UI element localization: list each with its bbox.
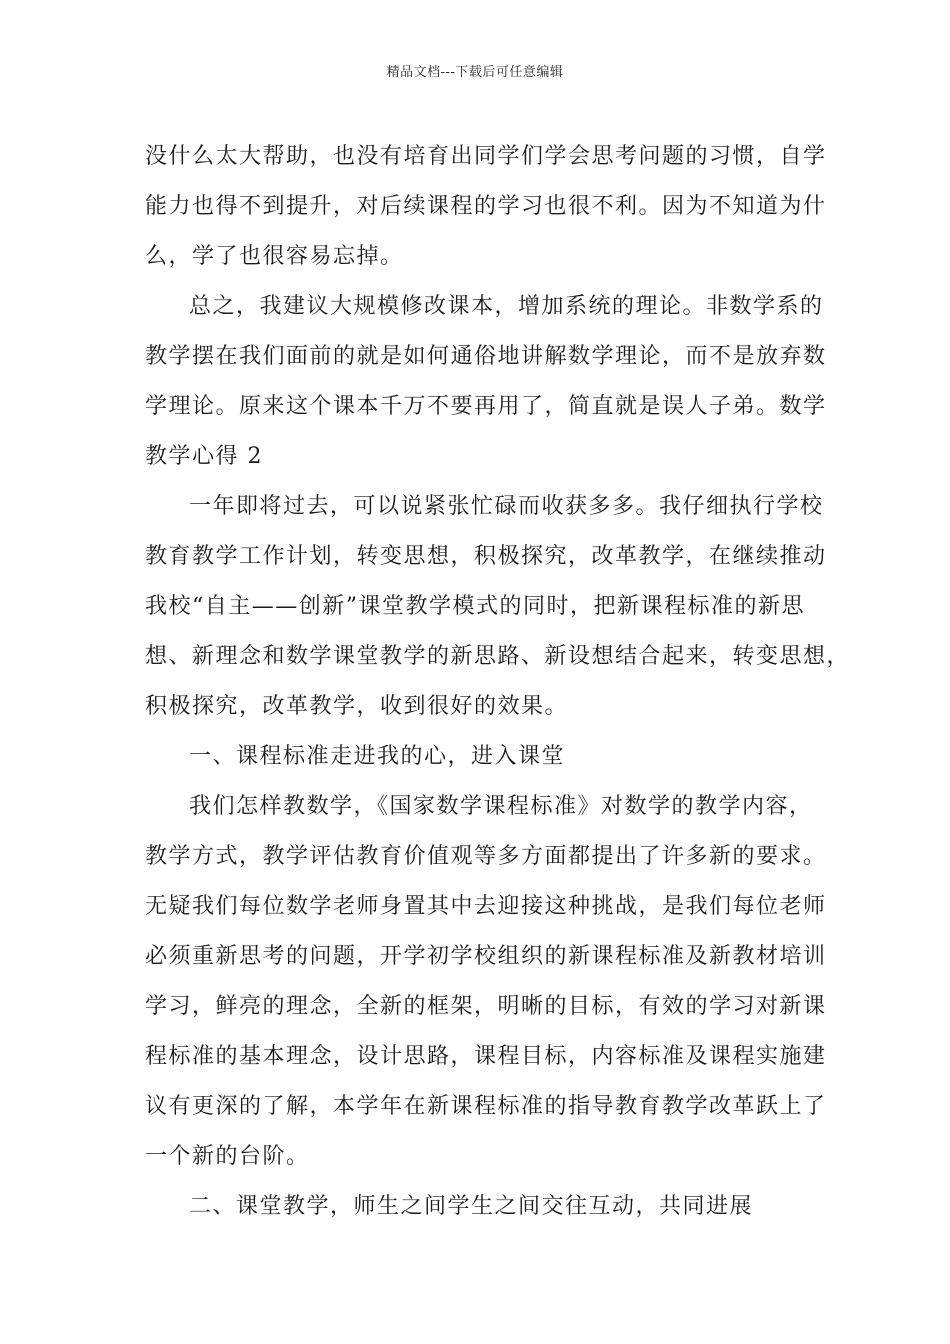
text-line: 想、新理念和数学课堂教学的新思路、新设想结合起来，转变思想， (145, 644, 851, 669)
page-header: 精品文档---下载后可任意编辑 (386, 65, 564, 80)
document-body (145, 132, 851, 1232)
text-line: 教学方式，教学评估教育价值观等多方面都提出了许多新的要求。 (145, 844, 827, 869)
text-line: 么，学了也很容易忘掉。 (145, 244, 404, 269)
text-line: 必须重新思考的问题，开学初学校组织的新课程标准及新教材培训 (145, 944, 827, 969)
subheading-line: 一、课程标准走进我的心，进入课堂 (189, 744, 566, 769)
text-line: 学理论。原来这个课本千万不要再用了，简直就是误人子弟。数学 (145, 394, 827, 419)
text-line: 积极探究，改革教学，收到很好的效果。 (145, 694, 569, 719)
text-line: 教学摆在我们面前的就是如何通俗地讲解数学理论，而不是放弃数 (145, 344, 827, 369)
text-line: 程标准的基本理念，设计思路，课程目标，内容标准及课程实施建 (145, 1044, 827, 1069)
text-line: 我校“自主——创新”课堂教学模式的同时，把新课程标准的新思 (145, 594, 805, 619)
text-line: 议有更深的了解，本学年在新课程标准的指导教育教学改革跃上了 (145, 1094, 827, 1119)
text-line: 一个新的台阶。 (145, 1144, 310, 1169)
subheading-line: 二、课堂教学，师生之间学生之间交往互动，共同进展 (189, 1194, 754, 1219)
text-line: 学习，鲜亮的理念，全新的框架，明晰的目标，有效的学习对新课 (145, 994, 827, 1019)
text-line: 能力也得不到提升，对后续课程的学习也很不利。因为不知道为什 (145, 194, 827, 219)
paragraph-first-line: 我们怎样教数学，《国家数学课程标准》对数学的教学内容， (189, 794, 813, 819)
paragraph-first-line: 一年即将过去，可以说紧张忙碌而收获多多。我仔细执行学校 (189, 494, 824, 519)
text-line: 教育教学工作计划，转变思想，积极探究，改革教学，在继续推动 (145, 544, 827, 569)
text-line: 无疑我们每位数学老师身置其中去迎接这种挑战，是我们每位老师 (145, 894, 827, 919)
section-title-line: 教学心得 2 (145, 444, 263, 469)
paragraph-first-line: 总之，我建议大规模修改课本，增加系统的理论。非数学系的 (189, 294, 824, 319)
text-line: 没什么太大帮助，也没有培育出同学们学会思考问题的习惯，自学 (145, 144, 827, 169)
